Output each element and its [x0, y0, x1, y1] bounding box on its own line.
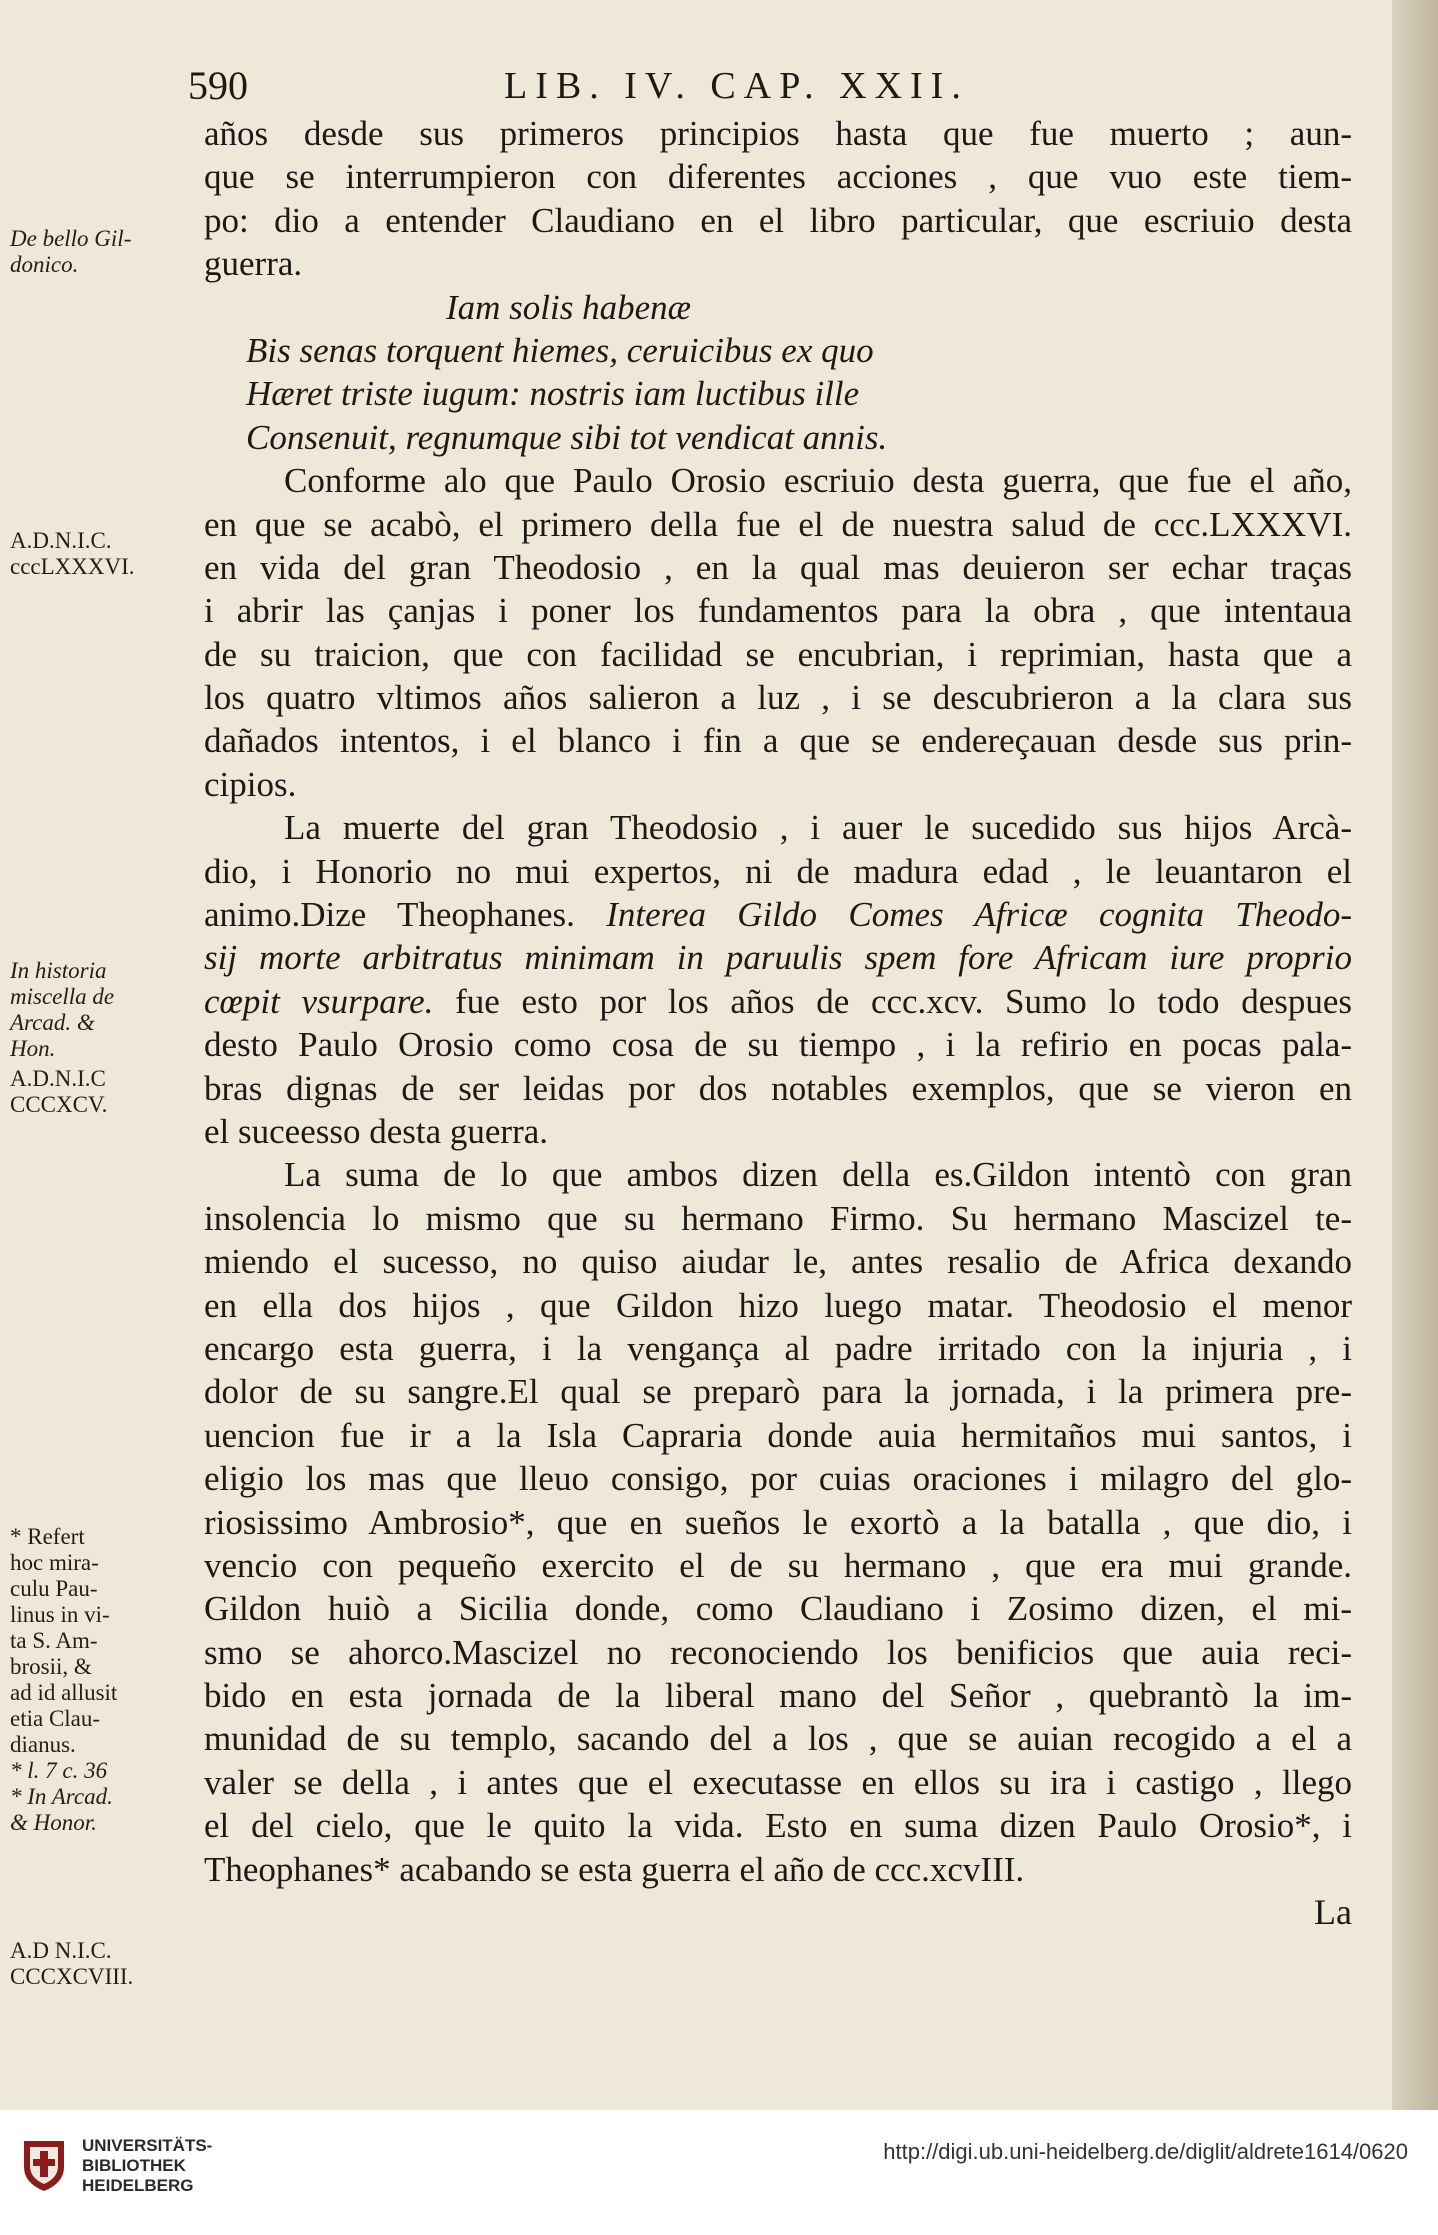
- text-line: que se interrumpieron con diferentes acciones , que vuo este tiem-: [204, 157, 1352, 197]
- text-line: i abrir las çanjas i poner los fundamentos para la obra , que intentaua: [204, 591, 1352, 631]
- text-line: insolencia lo mismo que su hermano Firmo. Su hermano Mascizel te-: [204, 1198, 1352, 1238]
- text-line: miendo el sucesso, no quiso aiudar le, antes resalio de Africa dexando: [204, 1242, 1352, 1282]
- text-line: el suceesso desta guerra.: [204, 1111, 549, 1151]
- latin-quote: Interea Gildo Comes Africæ cognita Theodo-: [606, 895, 1352, 935]
- verse-line: Iam solis habenæ: [446, 287, 691, 327]
- text-line: los quatro vltimos años salieron a luz , i se descubrieron a la clara sus: [204, 678, 1352, 718]
- body-text: [204, 112, 1352, 1934]
- text-line: La muerte del gran Theodosio , i auer le sucedido sus hijos Arcà-: [284, 808, 1352, 848]
- text-line: eligio los mas que lleuo consigo, por cuias oraciones i milagro del glo-: [204, 1459, 1352, 1499]
- text-line: [204, 980, 1352, 1023]
- text-line: años desde sus primeros principios hasta que fue muerto ; aun-: [204, 114, 1352, 153]
- footer-bar: [0, 2110, 1438, 2235]
- text-roman: fue esto por los años de ccc.xcv. Sumo lo todo despues: [433, 981, 1352, 1021]
- text-line: dañados intentos, i el blanco i fin a que se endereçauan desde sus prin-: [204, 721, 1352, 761]
- text-line: uencion fue ir a la Isla Capraria donde auia hermitaños mui santos, i: [204, 1415, 1352, 1455]
- text-line: La suma de lo que ambos dizen della es.Gildon intentò con gran: [284, 1155, 1352, 1195]
- text-line: dolor de su sangre.El qual se preparò para la jornada, i la primera pre-: [204, 1372, 1352, 1412]
- text-roman: animo.Dize Theophanes.: [204, 895, 607, 935]
- margin-note: * l. 7 c. 36 * In Arcad. & Honor.: [10, 1758, 113, 1835]
- text-line: [204, 893, 1352, 936]
- text-line: bras dignas de ser leidas por dos notables exemplos, que se vieron en: [204, 1068, 1352, 1108]
- text-line: encargo esta guerra, i la vengança al padre irritado con la injuria , i: [204, 1328, 1352, 1368]
- page-edge: [1392, 0, 1438, 2110]
- university-logo-icon: [20, 2137, 68, 2193]
- margin-note-date: A.D N.I.C. CCCXCVIII.: [10, 1938, 134, 1989]
- text-line: valer se della , i antes que el executasse en ellos su ira i castigo , llego: [204, 1762, 1352, 1802]
- text-line: riosissimo Ambrosio*, que en sueños le exortò a la batalla , que dio, i: [204, 1502, 1352, 1542]
- margin-note: * Refert hoc mira- culu Pau- linus in vi- ta S. Am- brosii, & ad id allusit etia Clau- dianus.: [10, 1524, 118, 1757]
- text-line: el del cielo, que le quito la vida. Esto en suma dizen Paulo Orosio*, i: [204, 1806, 1352, 1846]
- text-line: bido en esta jornada de la liberal mano del Señor , quebrantò la im-: [204, 1676, 1352, 1716]
- page-number: 590: [188, 63, 248, 108]
- text-line: dio, i Honorio no mui expertos, ni de madura edad , le leuantaron el: [204, 851, 1352, 891]
- text-line: munidad de su templo, sacando del a los , que se auian recogido a el a: [204, 1719, 1352, 1759]
- institution-line: BIBLIOTHEK: [82, 2156, 186, 2175]
- text-line: en vida del gran Theodosio , en la qual mas deuieron ser echar traças: [204, 547, 1352, 587]
- text-line: en ella dos hijos , que Gildon hizo luego matar. Theodosio el menor: [204, 1285, 1352, 1325]
- latin-quote: sij morte arbitratus minimam in paruulis spem fore Africam iure proprio: [204, 938, 1352, 978]
- text-line: smo se ahorco.Mascizel no reconociendo los benificios que auia reci-: [204, 1632, 1352, 1672]
- text-line: vencio con pequeño exercito el de su hermano , que era mui grande.: [204, 1545, 1352, 1585]
- margin-note: In historia miscella de Arcad. & Hon.: [10, 958, 115, 1061]
- text-line: de su traicion, que con facilidad se encubrian, i reprimian, hasta que a: [204, 634, 1352, 674]
- verse-line: Hæret triste iugum: nostris iam luctibus ille: [246, 374, 860, 414]
- verse-line: Consenuit, regnumque sibi tot vendicat annis.: [246, 417, 888, 457]
- margin-note: De bello Gil- donico.: [10, 226, 132, 277]
- text-line: guerra.: [204, 244, 303, 284]
- margin-note-date: A.D.N.I.C CCCXCV.: [10, 1066, 108, 1117]
- margin-note-date: A.D.N.I.C. cccLXXXVI.: [10, 528, 135, 579]
- text-line: Conforme alo que Paulo Orosio escriuio desta guerra, que fue el año,: [284, 461, 1352, 501]
- text-line: en que se acabò, el primero della fue el de nuestra salud de ccc.LXXXVI.: [204, 504, 1352, 544]
- institution-line: UNIVERSITÄTS-: [82, 2136, 213, 2155]
- institution-name: [82, 2136, 212, 2196]
- text-line: po: dio a entender Claudiano en el libro particular, que escriuio desta: [204, 200, 1352, 240]
- latin-quote: cœpit vsurpare.: [204, 981, 434, 1021]
- verse-line: Bis senas torquent hiemes, ceruicibus ex quo: [246, 330, 874, 370]
- text-line: desto Paulo Orosio como cosa de su tiempo , i la refirio en pocas pala-: [204, 1025, 1352, 1065]
- institution-line: HEIDELBERG: [82, 2176, 194, 2195]
- text-line: cipios.: [204, 764, 297, 804]
- text-line: Theophanes* acabando se esta guerra el año de ccc.xcvIII.: [204, 1849, 1025, 1889]
- source-url[interactable]: http://digi.ub.uni-heidelberg.de/diglit/aldrete1614/0620: [883, 2139, 1408, 2164]
- catchword: La: [1314, 1892, 1352, 1933]
- running-title: LIB. IV. CAP. XXII.: [504, 65, 969, 107]
- text-line: Gildon huiò a Sicilia donde, como Claudiano i Zosimo dizen, el mi-: [204, 1589, 1352, 1629]
